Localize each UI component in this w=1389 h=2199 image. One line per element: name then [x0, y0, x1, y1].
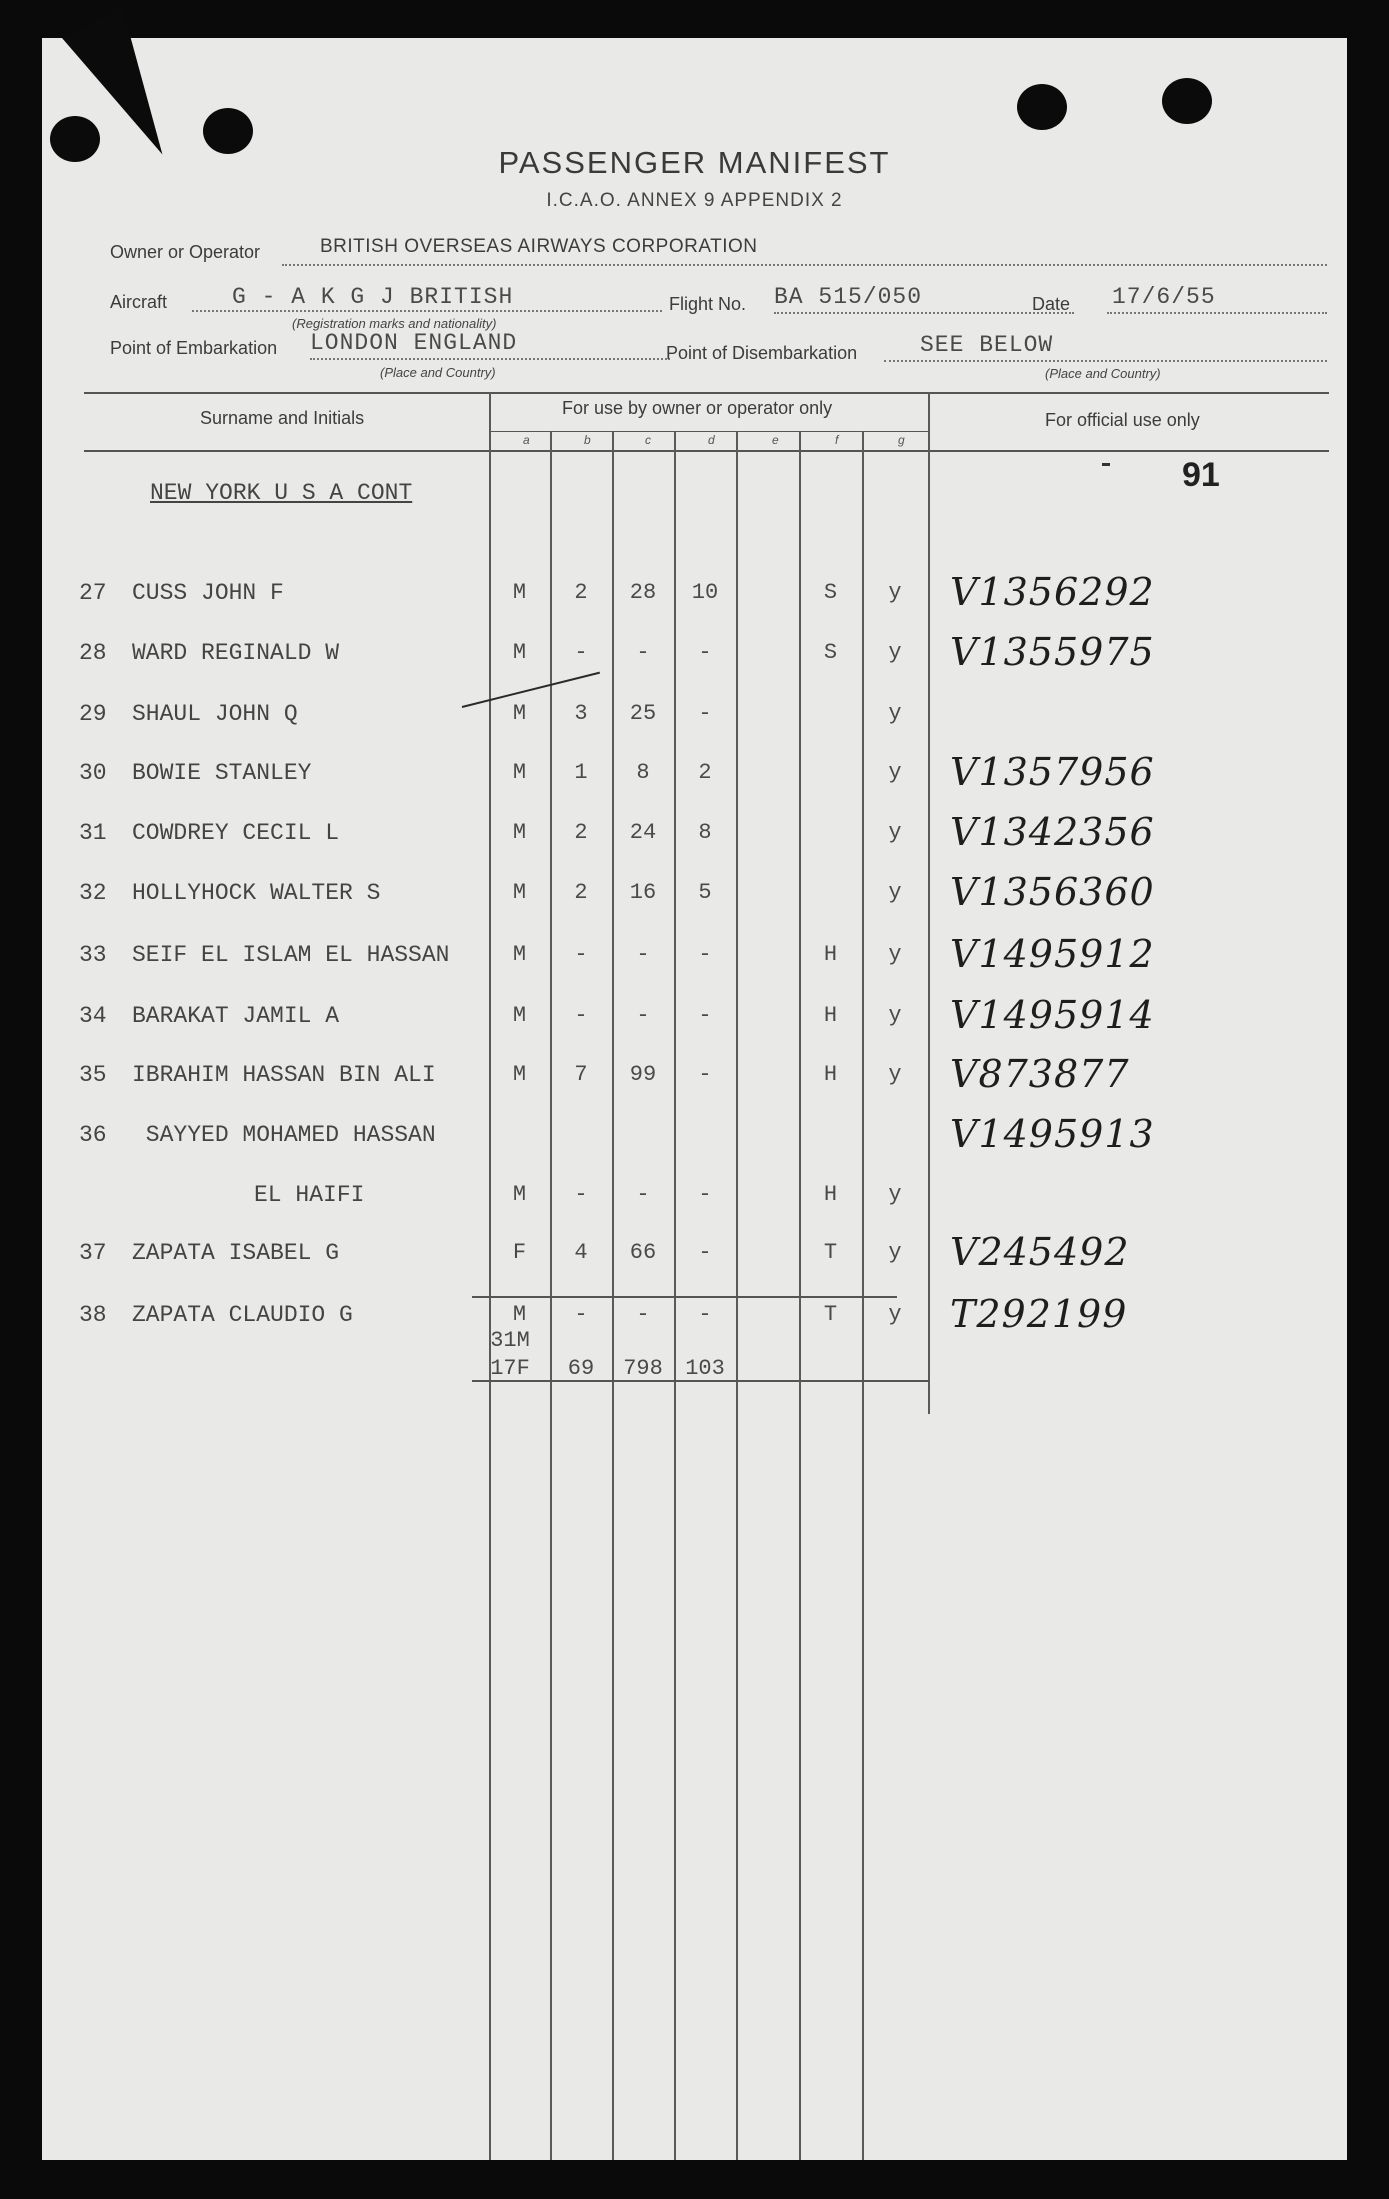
dotted-rule [774, 312, 1074, 314]
subcol-b: b [584, 433, 591, 447]
date-label: Date [1032, 294, 1071, 314]
subcol-g: g [898, 433, 905, 447]
row-number: 31 [79, 820, 107, 846]
cell-d: - [698, 942, 712, 967]
totals-top-rule [472, 1296, 897, 1298]
punch-hole [1017, 84, 1067, 130]
cell-a: M [512, 1003, 527, 1028]
cell-a: M [512, 1062, 527, 1087]
page-number: 91 [1182, 456, 1220, 494]
cell-c: - [636, 640, 650, 665]
official-passport-number: T292199 [950, 1292, 1128, 1336]
subcol-a: a [523, 433, 530, 447]
total-c: 798 [623, 1356, 663, 1381]
subcol-f: f [835, 433, 839, 447]
passenger-name: BARAKAT JAMIL A [132, 1003, 340, 1029]
dotted-rule [1107, 312, 1327, 314]
cell-c: - [636, 942, 650, 967]
cell-f: S [823, 640, 838, 665]
passenger-name: ZAPATA CLAUDIO G [132, 1302, 353, 1328]
cell-a: M [512, 820, 527, 845]
official-passport-number: V1356360 [950, 870, 1155, 914]
disembarkation-value: SEE BELOW [920, 332, 1054, 358]
cell-c: 8 [636, 760, 650, 785]
cell-f: H [823, 1062, 838, 1087]
tick-mark [1102, 463, 1110, 466]
owner-label: Owner or Operator [110, 242, 261, 262]
section-heading: NEW YORK U S A CONT [150, 480, 413, 506]
cell-f: H [823, 1003, 838, 1028]
official-passport-number: V1355975 [950, 630, 1155, 674]
official-passport-number: V1357956 [950, 750, 1155, 794]
subcol-c: c [645, 433, 651, 447]
cell-d: 5 [698, 880, 712, 905]
passenger-name: EL HAIFI [254, 1182, 365, 1208]
cell-b: 4 [574, 1240, 588, 1265]
dotted-rule [192, 310, 662, 312]
cell-g: y [888, 942, 902, 967]
cell-g: y [888, 1062, 902, 1087]
cell-f: T [823, 1240, 838, 1265]
subcol-e: e [772, 433, 779, 447]
cell-a: M [512, 580, 527, 605]
cell-c: 99 [629, 1062, 657, 1087]
cell-b: 2 [574, 820, 588, 845]
cell-a: M [512, 701, 527, 726]
owner-value: BRITISH OVERSEAS AIRWAYS CORPORATION [320, 236, 758, 257]
total-b: 69 [567, 1356, 595, 1381]
row-number: 27 [79, 580, 107, 606]
official-passport-number: V1495913 [950, 1112, 1155, 1156]
cell-a: F [512, 1240, 527, 1265]
cell-a: M [512, 942, 527, 967]
total-sex-f: 17F [490, 1356, 530, 1381]
official-passport-number: V245492 [950, 1230, 1130, 1274]
cell-d: 8 [698, 820, 712, 845]
punch-hole [1162, 78, 1212, 124]
row-number: 32 [79, 880, 107, 906]
manifest-page [42, 38, 1347, 2160]
cell-g: y [888, 1003, 902, 1028]
row-number: 28 [79, 640, 107, 666]
cell-b: - [574, 1302, 588, 1327]
table-header-rule [84, 450, 1329, 452]
row-number: 33 [79, 942, 107, 968]
passenger-name: SAYYED MOHAMED HASSAN [132, 1122, 436, 1148]
cell-b: - [574, 1182, 588, 1207]
row-number: 37 [79, 1240, 107, 1266]
cell-g: y [888, 820, 902, 845]
cell-g: y [888, 1240, 902, 1265]
cell-c: 24 [629, 820, 657, 845]
cell-c: - [636, 1003, 650, 1028]
cell-c: - [636, 1182, 650, 1207]
cell-f: T [823, 1302, 838, 1327]
cell-a: M [512, 760, 527, 785]
cell-d: - [698, 640, 712, 665]
cell-a: M [512, 1182, 527, 1207]
disembarkation-label: Point of Disembarkation [666, 343, 858, 363]
cell-f: S [823, 580, 838, 605]
row-number: 35 [79, 1062, 107, 1088]
cell-g: y [888, 1302, 902, 1327]
cell-g: y [888, 701, 902, 726]
cell-d: - [698, 1240, 712, 1265]
cell-b: 7 [574, 1062, 588, 1087]
cell-b: - [574, 640, 588, 665]
cell-f: H [823, 942, 838, 967]
cell-d: - [698, 701, 712, 726]
cell-b: 3 [574, 701, 588, 726]
passenger-name: CUSS JOHN F [132, 580, 284, 606]
passenger-name: SEIF EL ISLAM EL HASSAN [132, 942, 450, 968]
table-top-rule [84, 392, 1329, 394]
official-passport-number: V873877 [950, 1052, 1130, 1096]
embarkation-label: Point of Embarkation [110, 338, 278, 358]
cell-c: 16 [629, 880, 657, 905]
col-header-surname: Surname and Initials [200, 408, 365, 428]
date-value: 17/6/55 [1112, 284, 1216, 310]
cell-a: M [512, 640, 527, 665]
cell-c: 28 [629, 580, 657, 605]
total-sex-m: 31M [490, 1328, 530, 1353]
col-header-operator: For use by owner or operator only [562, 398, 833, 418]
cell-g: y [888, 1182, 902, 1207]
row-number: 36 [79, 1122, 107, 1148]
dotted-rule [884, 360, 1327, 362]
aircraft-label: Aircraft [110, 292, 168, 312]
disembarkation-note: (Place and Country) [1045, 366, 1161, 381]
document-subtitle: I.C.A.O. ANNEX 9 APPENDIX 2 [546, 190, 843, 211]
cell-b: 2 [574, 880, 588, 905]
cell-b: 2 [574, 580, 588, 605]
cell-f: H [823, 1182, 838, 1207]
cell-b: 1 [574, 760, 588, 785]
passenger-name: ZAPATA ISABEL G [132, 1240, 340, 1266]
cell-c: 66 [629, 1240, 657, 1265]
official-passport-number: V1342356 [950, 810, 1155, 854]
row-number: 38 [79, 1302, 107, 1328]
flight-value: BA 515/050 [774, 284, 923, 310]
document-title: PASSENGER MANIFEST [498, 145, 891, 180]
cell-c: 25 [629, 701, 657, 726]
passenger-name: COWDREY CECIL L [132, 820, 340, 846]
row-number: 30 [79, 760, 107, 786]
total-d: 103 [685, 1356, 725, 1381]
column-rule [928, 392, 930, 1414]
aircraft-value: G - A K G J BRITISH [232, 284, 514, 310]
cell-d: 10 [691, 580, 719, 605]
passenger-name: HOLLYHOCK WALTER S [132, 880, 381, 906]
passenger-name: IBRAHIM HASSAN BIN ALI [132, 1062, 436, 1088]
embarkation-note: (Place and Country) [380, 365, 496, 380]
cell-g: y [888, 880, 902, 905]
registration-note: (Registration marks and nationality) [292, 316, 497, 331]
cell-c: - [636, 1302, 650, 1327]
official-passport-number: V1495914 [950, 993, 1155, 1037]
cell-a: M [512, 880, 527, 905]
subcol-d: d [708, 433, 715, 447]
dotted-rule [282, 264, 1327, 266]
official-passport-number: V1356292 [950, 570, 1155, 614]
cell-b: - [574, 942, 588, 967]
cell-g: y [888, 760, 902, 785]
cell-d: - [698, 1003, 712, 1028]
cell-a: M [512, 1302, 527, 1327]
flight-label: Flight No. [669, 294, 747, 314]
passenger-name: WARD REGINALD W [132, 640, 340, 666]
cell-g: y [888, 580, 902, 605]
cell-d: 2 [698, 760, 712, 785]
dotted-rule [310, 358, 670, 360]
cell-d: - [698, 1302, 712, 1327]
col-header-official: For official use only [1045, 410, 1200, 430]
row-number: 29 [79, 701, 107, 727]
passenger-name: BOWIE STANLEY [132, 760, 312, 786]
official-passport-number: V1495912 [950, 932, 1155, 976]
cell-d: - [698, 1182, 712, 1207]
row-number: 34 [79, 1003, 107, 1029]
cell-b: - [574, 1003, 588, 1028]
cell-g: y [888, 640, 902, 665]
embarkation-value: LONDON ENGLAND [310, 330, 518, 356]
passenger-name: SHAUL JOHN Q [132, 701, 298, 727]
cell-d: - [698, 1062, 712, 1087]
